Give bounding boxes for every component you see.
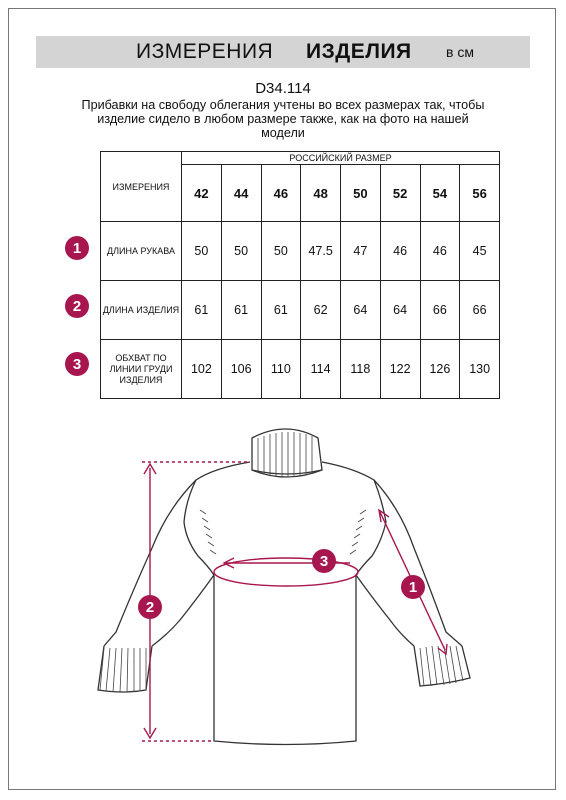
- table-cell: 47.5: [301, 222, 341, 281]
- table-cell: 66: [460, 281, 500, 340]
- table-cell: 61: [221, 281, 261, 340]
- table-cell: 61: [182, 281, 222, 340]
- row-label-garment-length: ДЛИНА ИЗДЕЛИЯ: [101, 281, 182, 340]
- table-cell: 47: [341, 222, 381, 281]
- size-header: 54: [420, 165, 460, 222]
- row-marker-1: 1: [65, 236, 89, 260]
- row-label-chest-girth: ОБХВАТ ПО ЛИНИИ ГРУДИ ИЗДЕЛИЯ: [101, 340, 182, 399]
- measurements-header: ИЗМЕРЕНИЯ: [101, 152, 182, 222]
- table-cell: 46: [380, 222, 420, 281]
- diagram-marker-1: 1: [401, 575, 425, 599]
- product-code: D34.114: [255, 80, 311, 97]
- table-cell: 110: [261, 340, 301, 399]
- table-cell: 114: [301, 340, 341, 399]
- diagram-marker-2: 2: [138, 595, 162, 619]
- table-cell: 62: [301, 281, 341, 340]
- header-units: в см: [446, 44, 474, 60]
- size-header: 44: [221, 165, 261, 222]
- table-cell: 130: [460, 340, 500, 399]
- size-header: 50: [341, 165, 381, 222]
- fit-note: Прибавки на свободу облегания учтены во всех размерах так, чтобы изделие сидело в любом размере также, как на фото на нашей модели: [81, 98, 485, 140]
- size-header: 52: [380, 165, 420, 222]
- table-cell: 45: [460, 222, 500, 281]
- table-cell: 64: [380, 281, 420, 340]
- table-cell: 50: [221, 222, 261, 281]
- diagram-marker-3: 3: [312, 549, 336, 573]
- table-cell: 122: [380, 340, 420, 399]
- table-cell: 50: [182, 222, 222, 281]
- table-cell: 118: [341, 340, 381, 399]
- table-cell: 61: [261, 281, 301, 340]
- row-label-sleeve-length: ДЛИНА РУКАВА: [101, 222, 182, 281]
- size-header: 42: [182, 165, 222, 222]
- table-cell: 50: [261, 222, 301, 281]
- size-header: 48: [301, 165, 341, 222]
- size-system-header: РОССИЙСКИЙ РАЗМЕР: [182, 152, 500, 165]
- table-cell: 106: [221, 340, 261, 399]
- table-cell: 126: [420, 340, 460, 399]
- table-cell: 64: [341, 281, 381, 340]
- header-title-left: ИЗМЕРЕНИЯ: [136, 40, 274, 63]
- table-cell: 66: [420, 281, 460, 340]
- table-cell: 46: [420, 222, 460, 281]
- header-title-bold: ИЗДЕЛИЯ: [306, 40, 412, 63]
- size-header: 46: [261, 165, 301, 222]
- row-marker-3: 3: [65, 352, 89, 376]
- row-marker-2: 2: [65, 294, 89, 318]
- size-header: 56: [460, 165, 500, 222]
- table-cell: 102: [182, 340, 222, 399]
